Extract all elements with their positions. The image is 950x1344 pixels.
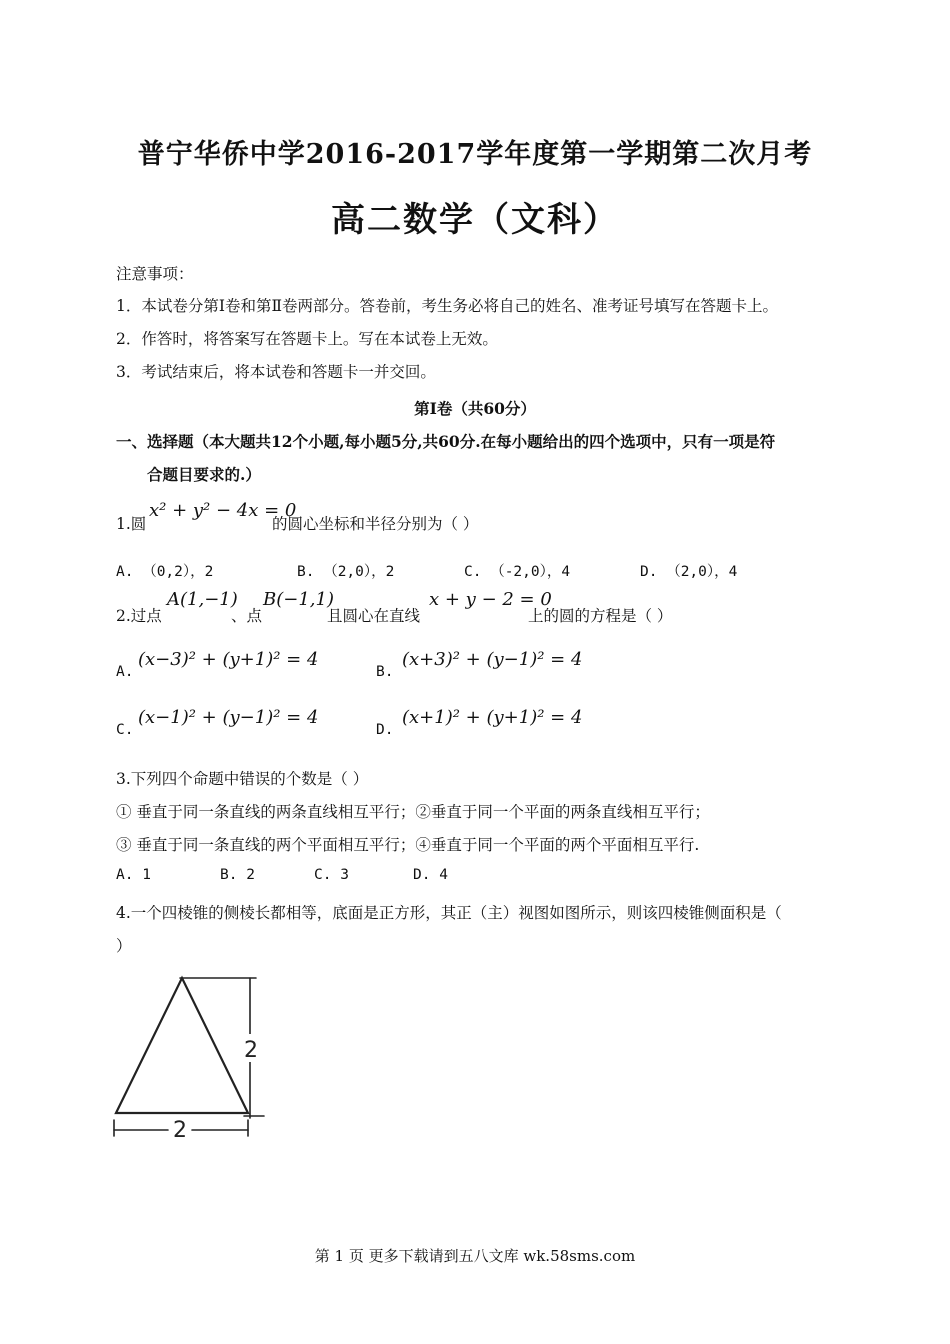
q2-prefix: 2.过点 [116, 607, 162, 625]
q2-point-b: B(−1,1) [263, 589, 334, 610]
section-heading: 第Ⅰ卷（共60分） [414, 399, 536, 418]
q4-stem-line-1: 4.一个四棱锥的侧棱长都相等，底面是正方形，其正（主）视图如图所示，则该四棱锥侧面积是（ [116, 904, 782, 922]
q3-option-a: A. 1 [116, 867, 151, 883]
q2-option-c: (x−1)² + (y−1)² = 4 [138, 707, 319, 728]
q2-mid: 、点 [231, 607, 263, 625]
exam-subtitle: 高二数学（文科） [331, 200, 619, 240]
q1-equation: x² + y² − 4x = 0 [149, 500, 297, 521]
exam-title: 普宁华侨中学2016-2017学年度第一学期第二次月考 [137, 139, 813, 170]
q2-suffix: 上的圆的方程是（ ） [528, 607, 673, 625]
q2-line: x + y − 2 = 0 [429, 589, 552, 610]
front-view-figure [108, 970, 278, 1140]
q4-stem-line-2: ） [116, 937, 132, 955]
q1-option-c: C. （-2,0），4 [464, 564, 571, 580]
q1-option-a: A. （0,2），2 [116, 564, 214, 580]
q1-option-d: D. （2,0），4 [640, 564, 738, 580]
q2-option-d: (x+1)² + (y+1)² = 4 [402, 707, 583, 728]
q2-option-a-label: A. [116, 664, 134, 680]
q3-option-b: B. 2 [220, 867, 255, 883]
q2-option-b-label: B. [376, 664, 394, 680]
triangle-outline [116, 978, 248, 1113]
q1-prefix: 1.圆 [116, 515, 147, 533]
q3-option-c: C. 3 [314, 867, 349, 883]
notice-item-2: 2．作答时，将答案写在答题卡上。写在本试卷上无效。 [116, 330, 498, 348]
height-label: 2 [244, 1038, 258, 1063]
notice-heading: 注意事项： [116, 265, 194, 283]
q3-statement-line-1: ① 垂直于同一条直线的两条直线相互平行；②垂直于同一个平面的两条直线相互平行； [116, 803, 710, 821]
notice-item-3: 3．考试结束后，将本试卷和答题卡一并交回。 [116, 363, 436, 381]
q3-stem: 3.下列四个命题中错误的个数是（ ） [116, 770, 369, 788]
q2-point-a: A(1,−1) [167, 589, 238, 610]
q1-option-b: B. （2,0），2 [297, 564, 395, 580]
notice-item-1: 1．本试卷分第Ⅰ卷和第Ⅱ卷两部分。答卷前，考生务必将自己的姓名、准考证号填写在答题卡上。 [116, 297, 779, 315]
q2-option-d-label: D. [376, 722, 394, 738]
q2-option-b: (x+3)² + (y−1)² = 4 [402, 649, 583, 670]
q2-mid2: 且圆心在直线 [327, 607, 421, 625]
q3-option-d: D. 4 [413, 867, 448, 883]
page-footer: 第 1 页 更多下载请到五八文库 wk.58sms.com [314, 1247, 636, 1265]
q1-suffix: 的圆心坐标和半径分别为（ ） [272, 515, 479, 533]
q2-option-c-label: C. [116, 722, 134, 738]
part-instructions-line-2: 合题目要求的.） [147, 465, 261, 484]
part-instructions-line-1: 一、选择题（本大题共12个小题,每小题5分,共60分.在每小题给出的四个选项中，只有一项是符 [116, 432, 776, 451]
base-label: 2 [173, 1118, 187, 1140]
q2-option-a: (x−3)² + (y+1)² = 4 [138, 649, 319, 670]
q3-statement-line-2: ③ 垂直于同一条直线的两个平面相互平行；④垂直于同一个平面的两个平面相互平行. [116, 836, 700, 854]
